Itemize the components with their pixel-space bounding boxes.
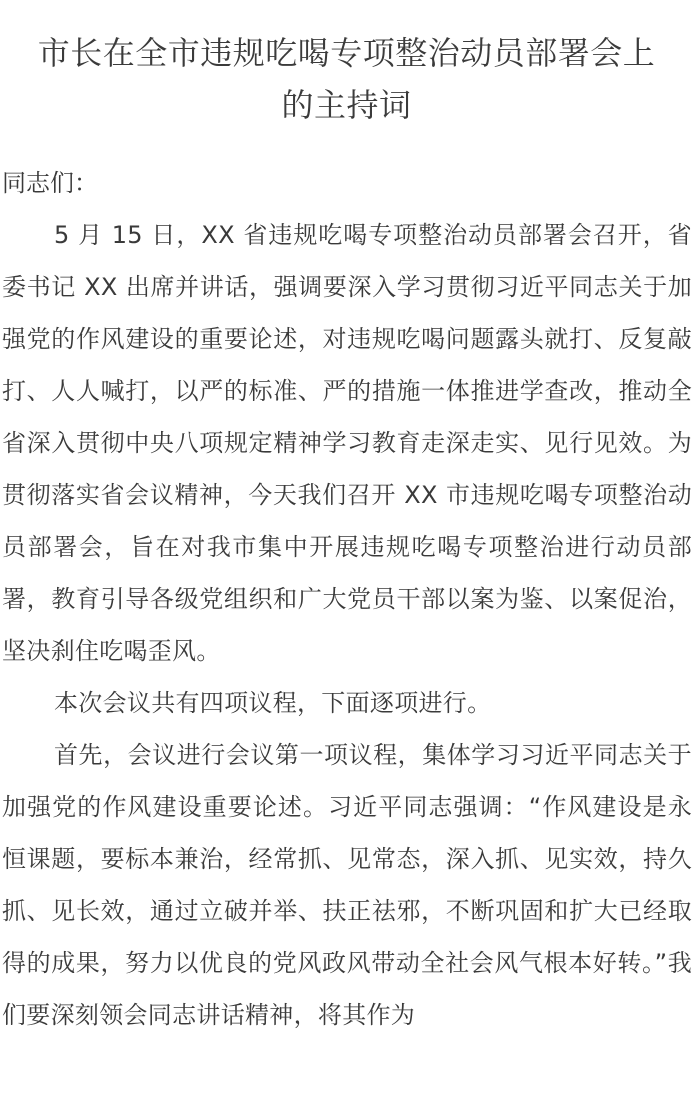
body-paragraph: 首先，会议进行会议第一项议程，集体学习习近平同志关于加强党的作风建设重要论述。习近平同志强调：“作风建设是永恒课题，要标本兼治，经常抓、见常态，深入抓、见实效，持久抓、见长效，通过立破并举、扶正祛邪，不断巩固和扩大已经取得的成果，努力以优良的党风政风带动全社会风气根本好转。”我们要深刻领会同志讲话精神，将其作为 [2, 741, 692, 1029]
title-line-2: 的主持词 [281, 86, 412, 124]
title-line-1: 市长在全市违规吃喝专项整治动员部署会上 [37, 34, 656, 72]
document-title [0, 0, 693, 131]
body-paragraph: 5 月 15 日，XX 省违规吃喝专项整治动员部署会召开，省委书记 XX 出席并讲话，强调要深入学习贯彻习近平同志关于加强党的作风建设的重要论述，对违规吃喝问题露头就打、反复敲打、人人喊打，以严的标准、严的措施一体推进学查改，推动全省深入贯彻中央八项规定精神学习教育走深走实、见行见效。为贯彻落实省会议精神，今天我们召开 XX 市违规吃喝专项整治动员部署会，旨在对我市集中开展违规吃喝专项整治进行动员部署，教育引导各级党组织和广大党员干部以案为鉴、以案促治，坚决刹住吃喝歪风。 [2, 221, 692, 665]
body-paragraph: 本次会议共有四项议程，下面逐项进行。 [54, 689, 492, 717]
salutation: 同志们： [2, 169, 98, 197]
